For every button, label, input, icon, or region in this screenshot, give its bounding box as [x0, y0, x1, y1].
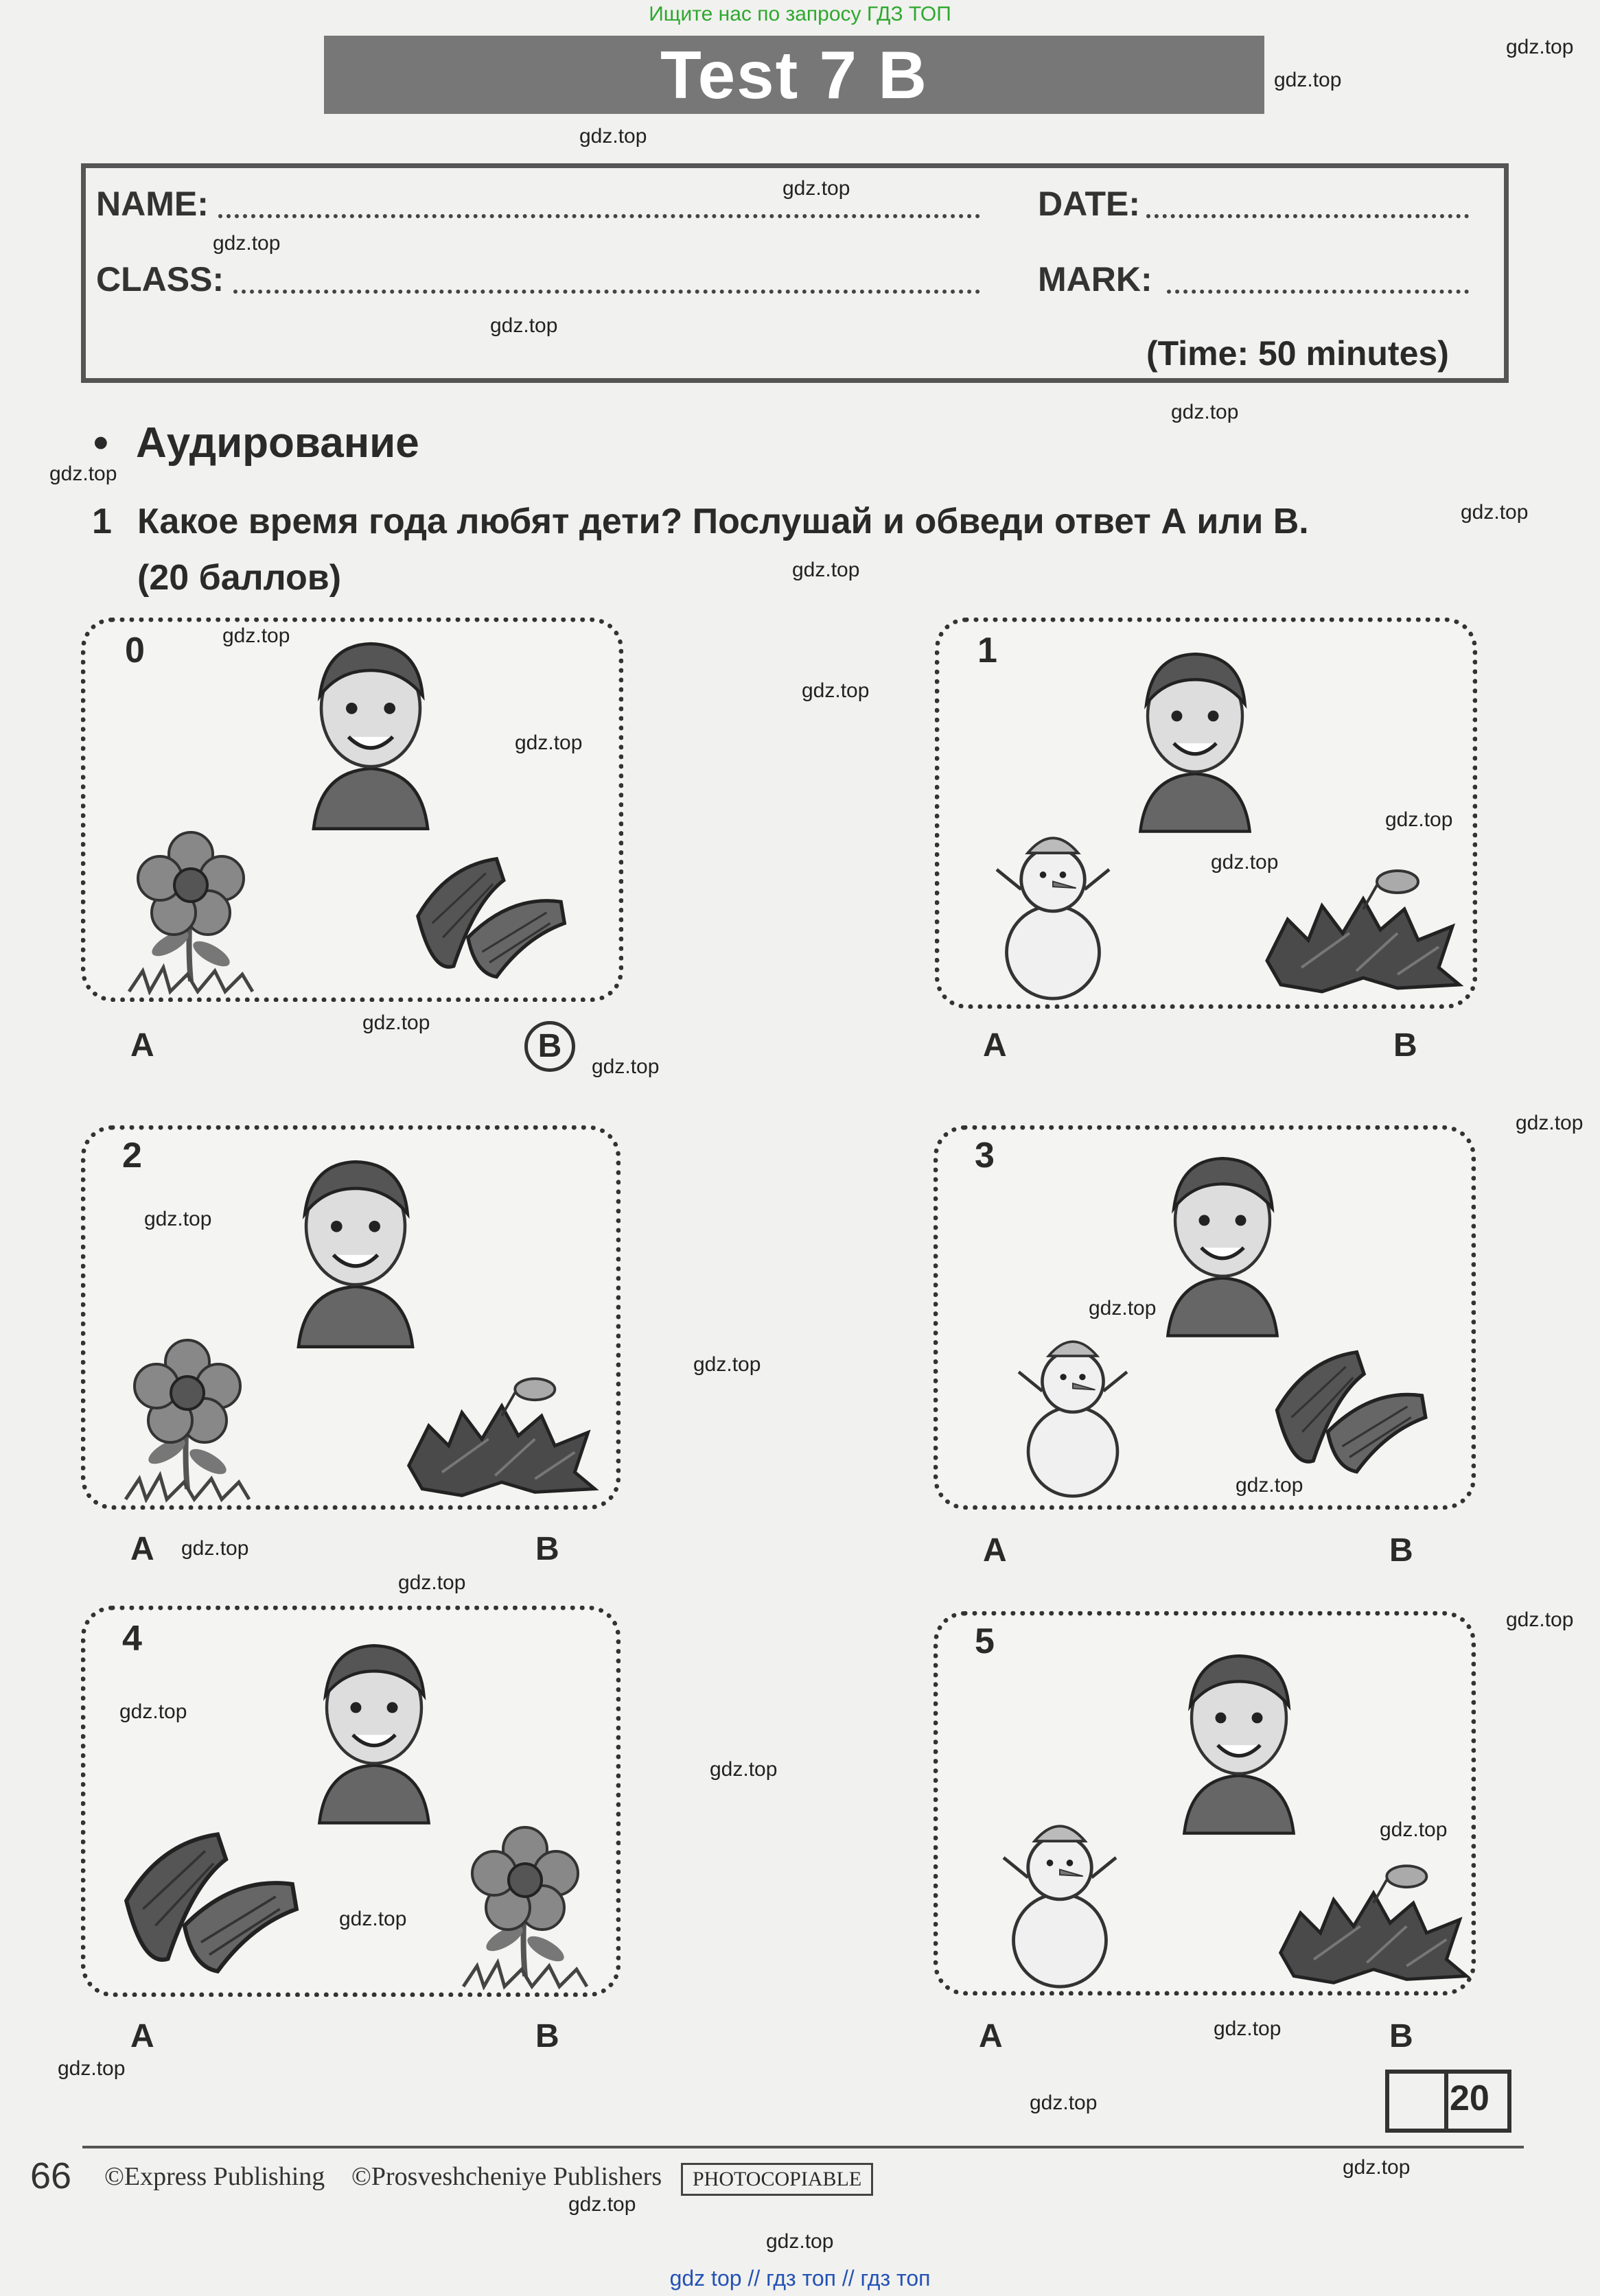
class-label: CLASS: [96, 260, 224, 298]
flower-picture [115, 1324, 259, 1503]
watermark: gdz.top [1171, 401, 1239, 423]
name-label: NAME: [96, 185, 209, 223]
option-b[interactable]: B [1389, 2018, 1413, 2054]
watermark: gdz.top [710, 1758, 778, 1781]
panel-number: 3 [975, 1136, 995, 1175]
publisher-prosveshcheniye: ©Prosveshcheniye Publishers [351, 2162, 662, 2191]
snowman-picture [1008, 1321, 1138, 1499]
option-b-circled[interactable]: B [524, 1021, 575, 1072]
photocopiable-badge: PHOTOCOPIABLE [681, 2163, 873, 2196]
girl-wavy-hair-picture [288, 624, 453, 830]
option-a[interactable]: A [979, 2018, 1003, 2054]
option-a[interactable]: A [130, 1531, 154, 1567]
watermark: gdz.top [579, 125, 647, 148]
option-b[interactable]: B [1393, 1027, 1417, 1064]
watermark: gdz.top [1380, 1818, 1448, 1841]
snowman-picture [991, 1805, 1128, 1990]
watermark: gdz.top [515, 731, 583, 754]
watermark: gdz.top [1461, 501, 1529, 524]
page-number: 66 [30, 2155, 72, 2197]
option-b[interactable]: B [535, 2018, 559, 2054]
flower-picture [446, 1812, 604, 1990]
footer-rule [82, 2146, 1524, 2148]
bottom-note: gdz top // гдз топ // гдз топ [669, 2266, 931, 2291]
watermark: gdz.top [1030, 2092, 1098, 2114]
panel-number: 5 [975, 1621, 995, 1661]
flower-picture [115, 817, 266, 995]
section-heading: Аудирование [136, 419, 419, 467]
watermark: gdz.top [568, 2193, 636, 2216]
watermark: gdz.top [792, 559, 860, 581]
option-b[interactable]: B [535, 1531, 559, 1567]
watermark: gdz.top [1211, 851, 1279, 874]
panel-number: 2 [122, 1136, 142, 1175]
watermark: gdz.top [362, 1011, 430, 1034]
leaves-picture [402, 1366, 601, 1499]
watermark: gdz.top [213, 232, 281, 255]
name-field[interactable] [218, 214, 980, 218]
watermark: gdz.top [144, 1208, 212, 1230]
class-field[interactable] [233, 290, 980, 294]
watermark: gdz.top [1089, 1297, 1157, 1320]
mark-label: MARK: [1038, 260, 1152, 298]
watermark: gdz.top [802, 679, 870, 702]
date-field[interactable] [1146, 214, 1469, 218]
watermark: gdz.top [119, 1700, 187, 1723]
watermark: gdz.top [693, 1353, 761, 1376]
girl-buns-picture [295, 1623, 453, 1829]
watermark: gdz.top [1385, 808, 1453, 831]
watermark: gdz.top [490, 314, 558, 337]
girl-glasses-picture [273, 1139, 438, 1352]
task-text: Какое время года любят дети? Послушай и обведи ответ А или В. [137, 502, 1309, 541]
flippers-picture [1260, 1345, 1439, 1475]
mark-field[interactable] [1167, 290, 1469, 294]
watermark: gdz.top [58, 2057, 126, 2080]
boy-spiky-hair-picture [1116, 631, 1274, 837]
watermark: gdz.top [1506, 1608, 1574, 1631]
watermark: gdz.top [782, 177, 850, 200]
watermark: gdz.top [1343, 2156, 1411, 2179]
option-b[interactable]: B [1389, 1532, 1413, 1569]
watermark: gdz.top [222, 624, 290, 647]
watermark: gdz.top [1506, 36, 1574, 58]
flippers-picture [404, 851, 575, 981]
date-label: DATE: [1038, 185, 1141, 223]
option-a[interactable]: A [983, 1027, 1007, 1064]
option-a[interactable]: A [130, 2018, 154, 2054]
snowman-picture [984, 817, 1122, 1002]
score-divider [1444, 2070, 1448, 2133]
watermark: gdz.top [49, 462, 117, 485]
flippers-picture [110, 1825, 309, 1976]
boy-curly-hair-picture [1144, 1136, 1301, 1342]
watermark: gdz.top [339, 1908, 407, 1930]
leaves-picture [1274, 1853, 1473, 1987]
section-bullet: • [93, 419, 108, 467]
watermark: gdz.top [181, 1537, 249, 1560]
time-limit: (Time: 50 minutes) [1146, 334, 1449, 373]
watermark: gdz.top [398, 1571, 466, 1594]
leaves-picture [1260, 858, 1466, 995]
page-title: Test 7 B [660, 37, 928, 113]
task-number: 1 [92, 502, 112, 541]
watermark: gdz.top [1214, 2017, 1282, 2040]
option-a[interactable]: A [130, 1027, 154, 1064]
task-points: (20 баллов) [137, 558, 342, 598]
watermark: gdz.top [1516, 1112, 1584, 1134]
boy-glasses-picture [1160, 1633, 1318, 1839]
panel-number: 0 [125, 631, 145, 670]
watermark: gdz.top [766, 2230, 834, 2253]
watermark: gdz.top [592, 1055, 660, 1078]
publisher-express: ©Express Publishing [104, 2162, 325, 2191]
watermark: gdz.top [1274, 69, 1342, 91]
watermark: gdz.top [1236, 1474, 1303, 1497]
option-a[interactable]: A [983, 1532, 1007, 1569]
score-entry[interactable] [1389, 2075, 1444, 2127]
panel-number: 4 [122, 1619, 142, 1659]
top-note: Ищите нас по запросу ГДЗ ТОП [649, 3, 951, 25]
score-max: 20 [1450, 2078, 1489, 2118]
panel-number: 1 [977, 631, 997, 670]
